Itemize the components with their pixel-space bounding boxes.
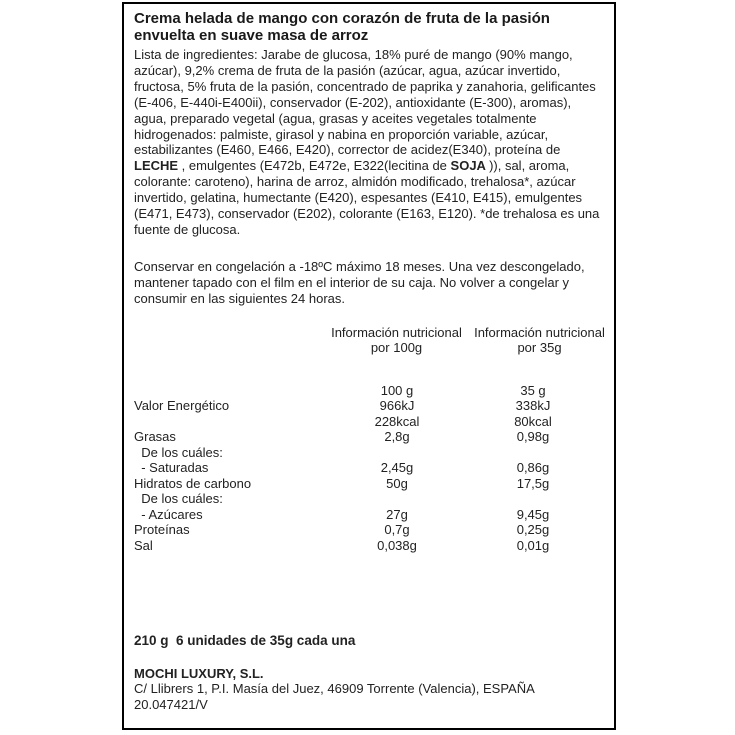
nutrient-name: Valor Energético	[134, 398, 230, 414]
nutrition-row	[134, 522, 604, 538]
company-name: MOCHI LUXURY, S.L.	[134, 666, 264, 682]
nutrient-name: Grasas	[134, 429, 176, 445]
company-address: C/ Llibrers 1, P.I. Masía del Juez, 46909 Torrente (Valencia), ESPAÑA	[134, 681, 535, 697]
nutrition-row	[134, 460, 604, 476]
allergen-soy: SOJA	[450, 158, 490, 174]
nutrient-value-per-100g	[330, 491, 464, 507]
nutrition-row	[134, 398, 604, 414]
ingredients-text-part2: , emulgentes (E472b, E472e, E322(lecitina de	[178, 158, 451, 174]
nutrient-name: - Saturadas	[134, 460, 209, 476]
nutrition-header-per-100g	[324, 325, 469, 355]
nutrition-header-per-35g	[469, 325, 610, 355]
nutrient-value-per-100g: 0,7g	[384, 522, 410, 538]
nutrient-value-per-100g: 100 g	[380, 382, 414, 398]
product-title: Crema helada de mango con corazón de fruta de la pasión envuelta en suave masa de arroz	[134, 10, 550, 44]
ingredients-text-part3: )), sal, aroma, colorante: caroteno), harina de arroz, almidón modificado, trehalosa*, azúcar invertido, gelatina, humectante (E420), espesantes (E410, E415), emulgentes (E471, E473), conservador (E202), colorante (E163, E120). *de trehalosa es una fuente de glucosa.	[134, 158, 600, 237]
nutrient-value-per-35g: 80kcal	[514, 413, 552, 429]
ingredients-text-part1: Lista de ingredientes: Jarabe de glucosa, 18% puré de mango (90% mango, azúcar), 9,2% crema de fruta de la pasión (azúcar, agua, azúcar invertido, fructosa, 5% fruta de la pasión, concentrado de paprika y zanahoria, gelificantes (E-406, E-440i-E400ii), conservador (E-202), antioxidante (E-300), aromas), agua, preparado vegetal (agua, grasas y aceites vegetales totalmente hidrogenados: palmiste, girasol y nabina en proporción variable, azúcar, estabilizantes (E460, E466, E420), corrector de acidez(E340), proteína de	[134, 47, 596, 158]
storage-instructions: Conservar en congelación a -18ºC máximo 18 meses. Una vez descongelado, mantener tapado con el film en el interior de su caja. No volver a congelar y consumir en las siguientes 24 horas.	[134, 258, 585, 306]
nutrition-row	[134, 445, 604, 461]
nutrition-row	[134, 476, 604, 492]
nutrient-value-per-100g: 2,45g	[380, 460, 414, 476]
registry-number: 20.047421/V	[134, 697, 208, 713]
nutrient-name	[134, 414, 330, 430]
nutrition-row	[134, 507, 604, 523]
nutrient-name	[134, 383, 330, 399]
nutrient-value-per-100g	[330, 445, 464, 461]
nutrient-value-per-35g: 0,01g	[516, 537, 550, 553]
nutrient-name: Proteínas	[134, 522, 190, 538]
nutrition-header-title-100g: Información nutricional	[331, 324, 462, 340]
allergen-milk: LECHE	[134, 158, 179, 174]
nutrition-header-subtitle-100g: por 100g	[370, 339, 423, 355]
nutrition-header-spacer	[134, 325, 324, 355]
nutrient-value-per-35g: 35 g	[520, 382, 546, 398]
nutrient-value-per-35g: 0,25g	[516, 522, 550, 538]
nutrient-value-per-100g: 50g	[386, 475, 408, 491]
nutrient-value-per-35g: 17,5g	[516, 475, 550, 491]
nutrient-value-per-35g: 0,86g	[516, 460, 550, 476]
nutrient-name: - Azúcares	[134, 506, 203, 522]
net-weight: 210 g 6 unidades de 35g cada una	[134, 633, 356, 649]
nutrition-header-subtitle-35g: por 35g	[517, 339, 562, 355]
nutrition-row	[134, 538, 604, 554]
ingredients-paragraph	[134, 47, 604, 238]
nutrient-name: De los cuáles:	[134, 491, 223, 507]
nutrient-value-per-100g: 27g	[386, 506, 408, 522]
nutrition-row	[134, 429, 604, 445]
nutrition-headers	[134, 325, 604, 355]
nutrient-value-per-35g	[464, 491, 602, 507]
product-label	[122, 2, 616, 730]
nutrition-table	[134, 383, 604, 554]
nutrient-value-per-35g: 338kJ	[515, 398, 551, 414]
nutrient-name: De los cuáles:	[134, 444, 223, 460]
nutrition-row	[134, 383, 604, 399]
nutrient-value-per-35g	[464, 445, 602, 461]
nutrition-header-title-35g: Información nutricional	[474, 324, 605, 340]
nutrient-value-per-100g: 2,8g	[384, 429, 410, 445]
nutrient-name: Sal	[134, 537, 153, 553]
label-footer	[134, 633, 604, 713]
nutrient-value-per-100g: 0,038g	[377, 537, 417, 553]
nutrition-row	[134, 491, 604, 507]
nutrient-value-per-35g: 9,45g	[516, 506, 550, 522]
nutrient-value-per-100g: 966kJ	[379, 398, 415, 414]
nutrient-name: Hidratos de carbono	[134, 475, 252, 491]
nutrient-value-per-35g: 0,98g	[516, 429, 550, 445]
nutrition-row	[134, 414, 604, 430]
nutrient-value-per-100g: 228kcal	[374, 413, 420, 429]
